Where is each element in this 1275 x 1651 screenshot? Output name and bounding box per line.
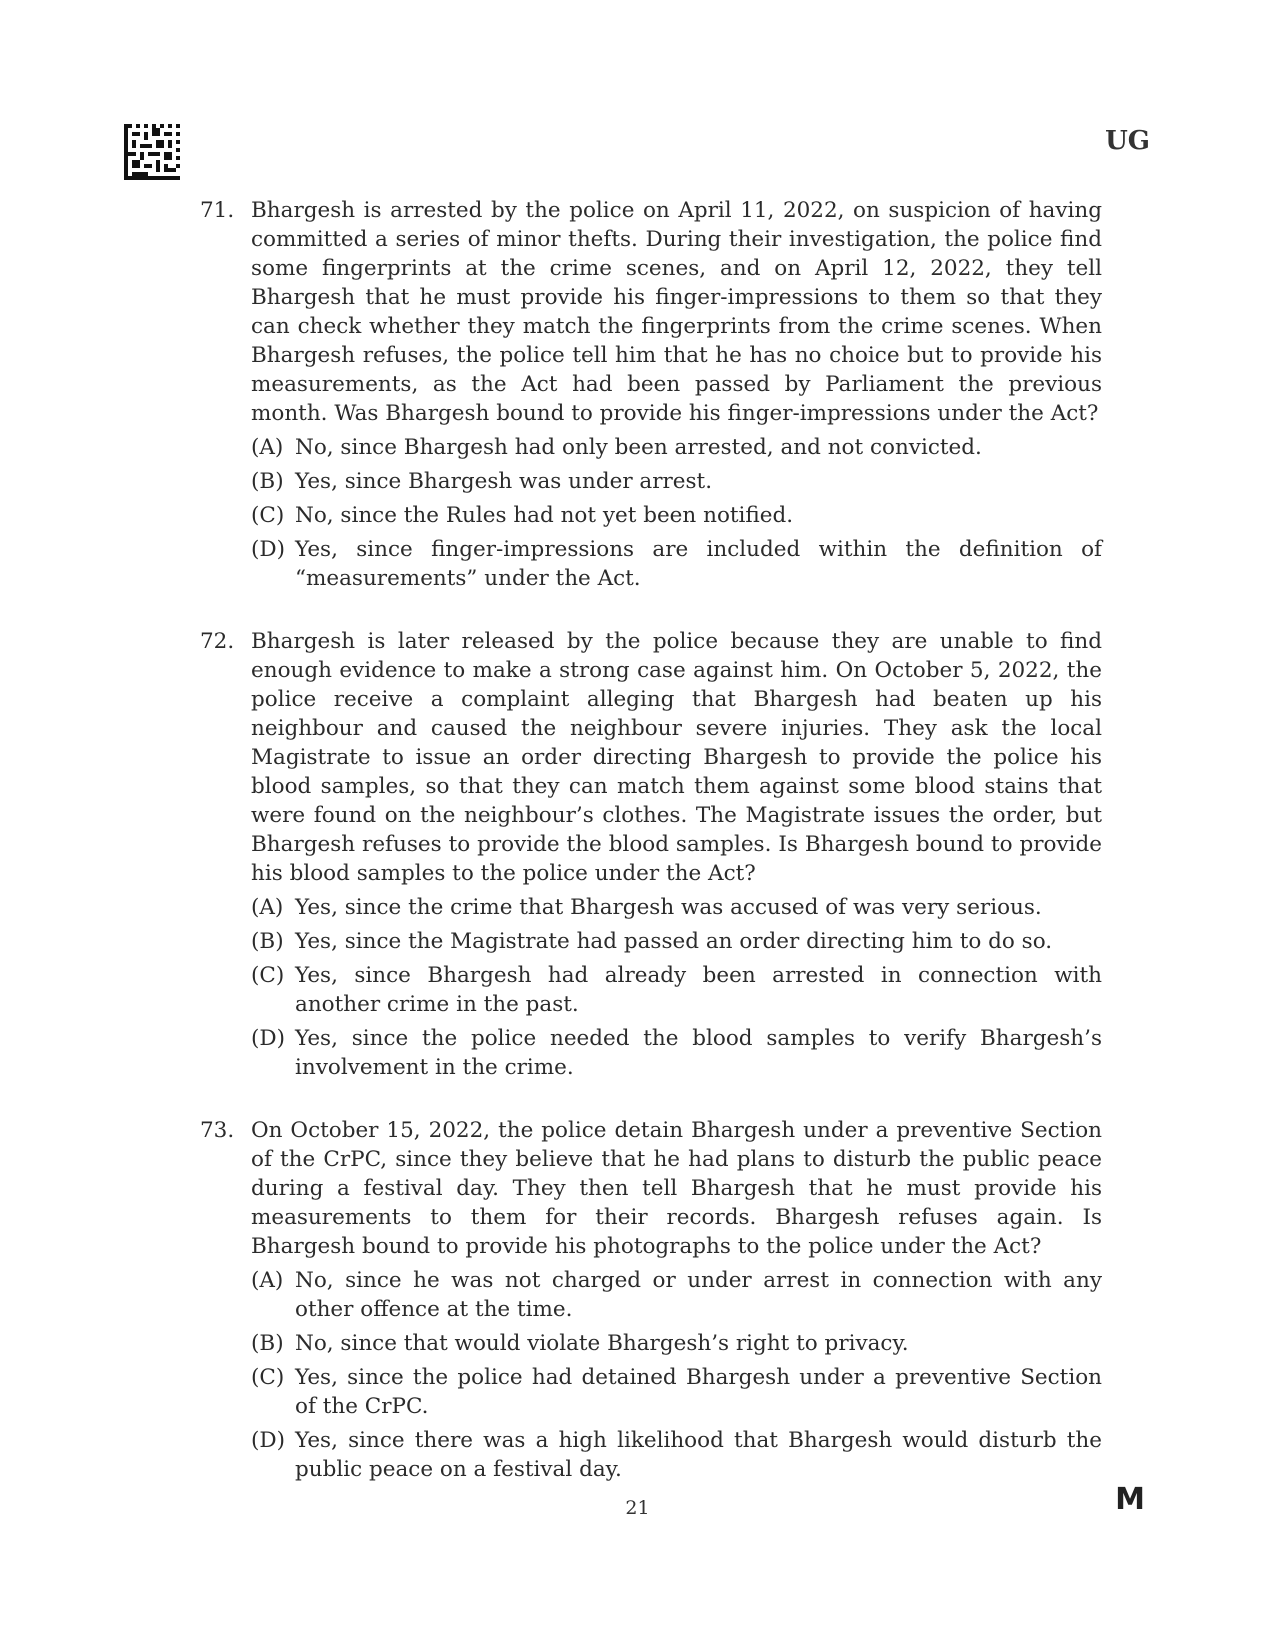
option-text: No, since Bhargesh had only been arrested, and not convicted.: [295, 435, 982, 460]
option-label: (B): [251, 929, 284, 954]
option-label: (D): [251, 1428, 286, 1453]
option-text: Yes, since Bhargesh had already been arrested in connection with another crime in the past.: [295, 963, 1102, 1017]
question-number: 71.: [200, 198, 235, 223]
option-label: (B): [251, 469, 284, 494]
question-73: [200, 1116, 1102, 1484]
set-code: M: [1115, 1482, 1145, 1517]
question-number: 72.: [200, 629, 235, 654]
question-number: 73.: [200, 1118, 235, 1143]
page-number: 21: [625, 1497, 650, 1519]
question-72: [200, 627, 1102, 1082]
option-c: [251, 501, 1102, 530]
option-label: (C): [251, 963, 285, 988]
option-text: Yes, since Bhargesh was under arrest.: [295, 469, 713, 494]
question-text: Bhargesh is later released by the police because they are unable to find enough evidence to make a strong case against him. On October 5, 2022, the police receive a complaint alleging that Bhargesh had beaten up his neighbour and caused the neighbour severe injuries. They ask the local Magistrate to issue an order directing Bhargesh to provide the police his blood samples, so that they can match them against some blood stains that were found on the neighbour’s clothes. The Magistrate issues the order, but Bhargesh refuses to provide the blood samples. Is Bhargesh bound to provide his blood samples to the police under the Act?: [251, 629, 1102, 886]
question-list: [200, 196, 1102, 1518]
question-71: [200, 196, 1102, 593]
option-label: (A): [251, 895, 284, 920]
question-text: Bhargesh is arrested by the police on April 11, 2022, on suspicion of having committed a series of minor thefts. During their investigation, the police find some fingerprints at the crime scenes, and on April 12, 2022, they tell Bhargesh that he must provide his finger-impressions to them so that they can check whether they match the fingerprints from the crime scenes. When Bhargesh refuses, the police tell him that he has no choice but to provide his measurements, as the Act had been passed by Parliament the previous month. Was Bhargesh bound to provide his finger-impressions under the Act?: [251, 198, 1102, 426]
option-c: [251, 961, 1102, 1019]
option-text: Yes, since the police needed the blood samples to verify Bhargesh’s involvement in the crime.: [295, 1026, 1102, 1080]
option-text: Yes, since there was a high likelihood that Bhargesh would disturb the public peace on a festival day.: [295, 1428, 1102, 1482]
option-c: [251, 1363, 1102, 1421]
option-label: (D): [251, 1026, 286, 1051]
option-b: [251, 467, 1102, 496]
option-text: No, since that would violate Bhargesh’s right to privacy.: [295, 1331, 909, 1356]
option-text: Yes, since the crime that Bhargesh was accused of was very serious.: [295, 895, 1042, 920]
option-label: (A): [251, 435, 284, 460]
option-label: (B): [251, 1331, 284, 1356]
option-text: No, since he was not charged or under arrest in connection with any other offence at the time.: [295, 1268, 1102, 1322]
datamatrix-code-icon: [124, 124, 180, 180]
option-d: [251, 1426, 1102, 1484]
option-label: (C): [251, 1365, 285, 1390]
option-a: [251, 893, 1102, 922]
series-code: UG: [1105, 126, 1150, 156]
option-label: (C): [251, 503, 285, 528]
option-d: [251, 535, 1102, 593]
question-text: On October 15, 2022, the police detain Bhargesh under a preventive Section of the CrPC, since they believe that he had plans to disturb the public peace during a festival day. They then tell Bhargesh that he must provide his measurements to them for their records. Bhargesh refuses again. Is Bhargesh bound to provide his photographs to the police under the Act?: [251, 1118, 1102, 1259]
option-d: [251, 1024, 1102, 1082]
option-a: [251, 433, 1102, 462]
option-label: (D): [251, 537, 286, 562]
option-b: [251, 927, 1102, 956]
option-a: [251, 1266, 1102, 1324]
option-b: [251, 1329, 1102, 1358]
option-label: (A): [251, 1268, 284, 1293]
option-text: Yes, since finger-impressions are included within the definition of “measurements” under the Act.: [295, 537, 1102, 591]
option-text: Yes, since the Magistrate had passed an order directing him to do so.: [295, 929, 1053, 954]
option-text: No, since the Rules had not yet been notified.: [295, 503, 794, 528]
option-text: Yes, since the police had detained Bhargesh under a preventive Section of the CrPC.: [295, 1365, 1102, 1419]
